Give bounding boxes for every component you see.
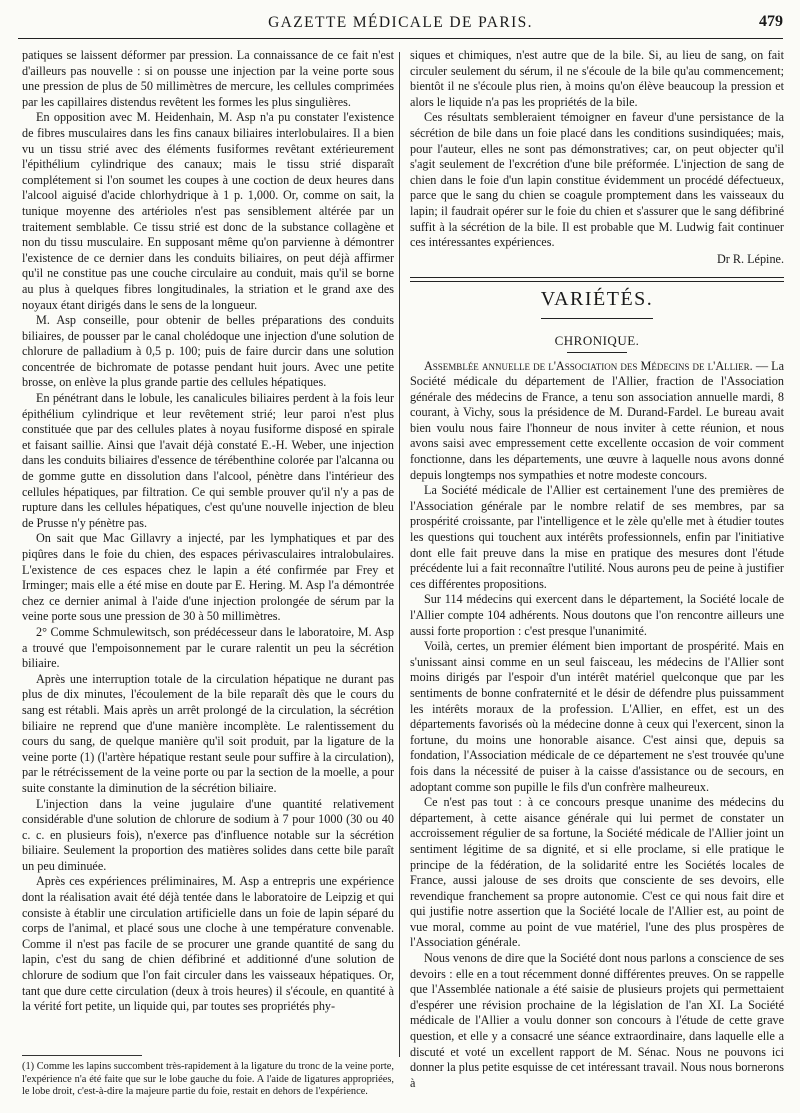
paragraph: siques et chimiques, n'est autre que de la bile. Si, au lieu de sang, on fait circuler seulement du sérum, il ne s'écoule de la bile qu'au commencement; bientôt il ne s'écoule plus rien, à moins qu'on élève beaucoup la pression et alors le liquide n'a pas les propriétés de la bile. xyxy=(410,48,784,109)
section-rule xyxy=(410,281,784,282)
page-number: 479 xyxy=(759,13,783,30)
paragraph: Après ces expériences préliminaires, M. Asp a entrepris une expérience dont la réalisation avait été déjà tentée dans le laboratoire de Leipzig et qui consiste à établir une circulation artificielle dans un foie de lapin séparé du corps de l'animal, et placé sous une cloche à une température convenable. Comme il n'est pas facile de se procurer une grande quantité de sang du lapin, c'est du sang de chien défibriné et additionné d'une solution de chlorure de sodium que l'on fait circuler dans les vaisseaux hépatiques. Or, tant que dure cette circulation (deux à trois heures) il s'écoule, en quantité à la vérité fort petite, un liquide qui, par toutes ses propriétés phy- xyxy=(22,874,394,1014)
paragraph: M. Asp conseille, pour obtenir de belles préparations des conduits biliaires, de pousser par le canal cholédoque une injection d'une solution de chlorure de palladium à 0,5 p. 100; puis de faire durcir dans une solution concentrée de bichromate de potasse pendant huit jours. Avec une petite brosse, on enlève la plus grande partie des cellules hépatiques. xyxy=(22,313,394,390)
section-title-underline xyxy=(541,318,653,319)
page-header xyxy=(18,12,783,39)
section-rule xyxy=(410,277,784,278)
article-lead-text: — La Société médicale du département de l'Allier, fraction de l'Association générale des médecins de France, a tenu son association annuelle mardi, 8 courant, à Vichy, sous la présidence de M. Durand-Fardel. Le bureau avait bien voulu nous faire l'honneur de nous inviter à cette réunion, et nous avons saisi avec empressement cette excellente occasion de voir comment fonctionne, dans les départements, une œuvre à laquelle nous avons donné depuis longtemps nos sympathies et notre modeste concours. xyxy=(410,358,784,482)
subsection-title: CHRONIQUE. xyxy=(554,332,640,348)
paragraph: 2° Comme Schmulewitsch, son prédécesseur dans le laboratoire, M. Asp a trouvé que l'empoisonnement par le curare ralentit un peu la sécrétion biliaire. xyxy=(22,624,394,671)
paragraph: Après une interruption totale de la circulation hépatique ne durant pas plus de dix minutes, l'écoulement de la bile reparaît dès que le cours du sang est rétabli. Mais après un arrêt prolongé de la circulation, la sécrétion biliaire ne reprend que d'une manière incomplète. Le ralentissement du cours du sang, de quelque manière qu'il soit produit, par la ligature de la veine porte (1) (l'artère hépatique restant seule pour suffire à la circulation), par le rétrécissement de la veine porte ou par la section de la moelle, a pour suite constante la diminution de la sécrétion biliaire. xyxy=(22,671,394,795)
paragraph: L'injection dans la veine jugulaire d'une quantité relativement considérable d'une solution de chlorure de sodium à 7 pour 1000 (30 ou 40 c. c. en plusieurs fois), n'exerce pas d'influence notable sur la sécrétion biliaire. Seulement la proportion des matières solides dans cette bile paraît un peu diminuée. xyxy=(22,796,394,873)
footnote: (1) Comme les lapins succombent très-rapidement à la ligature du tronc de la veine porte, l'expérience n'a été faite que sur le lobe gauche du foie. A l'aide de ligatures appropriées, le lobe droit, c'est-à-dire la majeure partie du foie, restait en dehors de l'expérience. xyxy=(22,1061,394,1098)
paragraph: patiques se laissent déformer par pression. La connaissance de ce fait n'est d'ailleurs pas nouvelle : si on pousse une injection par la veine porte sous une pression de plus de 50 millimètres de mercure, les cellules comprimées par les capillaires distendus revêtent les formes les plus singulières. xyxy=(22,48,394,109)
author-signature: Dr R. Lépine. xyxy=(716,251,784,266)
paragraph: Sur 114 médecins qui exercent dans le département, la Société locale de l'Allier compte 104 adhérents. Nous doutons que l'on rencontre ailleurs une aussi forte proportion : c'est presque l'unanimité. xyxy=(410,592,784,638)
section-title: VARIÉTÉS. xyxy=(540,288,654,311)
footnote-divider xyxy=(22,1055,142,1056)
paragraph: Ces résultats sembleraient témoigner en faveur d'une persistance de la sécrétion de bile dans un foie placé dans les conditions susindiquées; mais, pour l'auteur, elles ne sont pas démonstratives; car, on peut objecter qu'il s'agit seulement de l'excrétion d'une bile préformée. L'injection de sang de chien dans le foie d'un lapin constitue évidemment un procédé défectueux, parce que le sang du chien se coagule promptement dans les vaisseaux du lapin; il faudrait opérer sur le foie du chien et s'assurer que le sang défibriné suffit à la sécrétion de la bile. Il est probable que M. Ludwig fait continuer ces intéressantes expériences. xyxy=(410,110,784,250)
paragraph: En pénétrant dans le lobule, les canalicules biliaires perdent à la fois leur épithélium cylindrique et leur revêtement strié; leur paroi n'est plus constituée que par des cellules plates à noyau fusiforme disposé en spirale et faisant saillie. Ainsi que l'avait déjà constaté E.-H. Weber, une injection dans les conduits biliaires d'essence de térébenthine colorée par l'alcanna ou de gomme gutte en dissolution dans l'alcool, pénètre dans l'intérieur des cellules hépatiques, par filtration. Ce qui semble prouver qu'il n'y a pas de rupture dans les cellules hépatiques, c'est qu'une nouvelle injection de bleu de Prusse n'y pénètre pas. xyxy=(22,391,394,530)
paragraph: On sait que Mac Gillavry a injecté, par les lymphatiques et par des piqûres dans le foie du chien, des espaces périvasculaires intralobulaires. L'existence de ces espaces chez le lapin a été confirmée par Frey et Irminger; mais elle a été mise en doute par E. Hering. M. Asp l'a démontrée chez ce dernier animal à l'aide d'une injection prolongée de sérum par la veine porte sous une pression de 30 à 50 millimètres. xyxy=(22,531,394,624)
paragraph: En opposition avec M. Heidenhain, M. Asp n'a pu constater l'existence de fibres musculaires dans les fins canaux biliaires interlobulaires. Il a bien vu un tissu strié avec des éléments fusiformes revêtant extérieurement l'épithélium cylindrique des canaux; mais le tissu strié disparaît complétement si l'on soumet les coupes à une coction de deux heures dans l'alcool aiguisé d'acide chlorhydrique à 1 p. 1,000. Or, comme on sait, la tunique moyenne des artérioles n'est pas sensiblement altérée par un traitement semblable. Ce tissu strié est donc de la substance collagène et non du tissu musculaire. En supposant même qu'on parvienne à démontrer l'existence de ce dernier dans les conduits biliaires, on peut déjà affirmer qu'il ne constitue pas une couche circulaire au conduit, mais qu'il se borne au plus à quelques fibres longitudinales, la striation et le grand axe des noyaux étant dirigés dans le sens de la longueur. xyxy=(22,110,394,312)
right-column xyxy=(410,48,784,1091)
subsection-underline xyxy=(567,352,627,353)
paragraph: Ce n'est pas tout : à ce concours presque unanime des médecins du département, à cette aisance générale qui lui permet de constater un accroissement régulier de sa fortune, la Société médicale de l'Allier joint un sentiment légitime de sa dignité, et si elle proclame, si elle pratique le principe de la fédération, de la solidarité entre les Sociétés locales de France, aussi jalouse de ses droits que consciente de ses devoirs, elle revendique franchement sa propre autonomie. C'est ce qui nous fait dire et qui justifie notre assertion que la Société locale de l'Allier est, au point de vue moral, comme au point de vue matériel, l'une des plus prospères de l'Association générale. xyxy=(410,795,784,950)
lead-paragraph xyxy=(410,359,784,484)
article-heading: Assemblée annuelle de l'Association des Médecins de l'Allier. xyxy=(424,358,753,373)
left-column xyxy=(22,48,394,1015)
paragraph: La Société médicale de l'Allier est certainement l'une des premières de l'Association générale par le nombre relatif de ses membres, par sa prospérité croissante, par l'intelligence et le zèle qu'elle met à étudier toutes les questions qui touchent aux intérêts professionnels, enfin par l'initiative dont elle fait preuve dans la mise en pratique des mesures dont l'étude précédente lui a fait reconnaître l'utilité. Nous aurons peu de peine à justifier ces différentes propositions. xyxy=(410,483,784,591)
paragraph: Voilà, certes, un premier élément bien important de prospérité. Mais en s'unissant ainsi comme en un seul faisceau, les médecins de l'Allier sont moins dirigés par l'espoir d'un intérêt matériel quelconque que par les sentiments de bonne confraternité et le désir de défendre plus puissamment les intérêts moraux de la profession. L'Allier, en effet, est un des départements favorisés où la médecine donne à ceux qui l'exercent, sinon la fortune, du moins une honorable aisance. C'est ainsi que, depuis sa fondation, l'Association médicale de ce département ne s'est trouvée qu'une fois dans la nécessité de puiser à la caisse d'assistance ou de secours, en adoptant comme son pupille le fils d'un confrère malheureux. xyxy=(410,639,784,794)
journal-title: GAZETTE MÉDICALE DE PARIS. xyxy=(268,14,533,31)
paragraph: Nous venons de dire que la Société dont nous parlons a conscience de ses devoirs : elle en a tout récemment donné différentes preuves. On se rappelle que l'Assemblée nationale a été saisie de plusieurs projets qui permettaient d'espérer une révision prochaine de la législation de l'an XI. La Société médicale de l'Allier a voulu donner son concours à l'étude de cette grave question, et elle y a consacré une séance extraordinaire, dans laquelle elle a discuté et voté un excellent rapport de M. Sénac. Nous ne pouvons ici donner la plus petite esquisse de cet intéressant travail. Nous nous bornerons à xyxy=(410,951,784,1090)
column-divider xyxy=(399,52,400,1057)
